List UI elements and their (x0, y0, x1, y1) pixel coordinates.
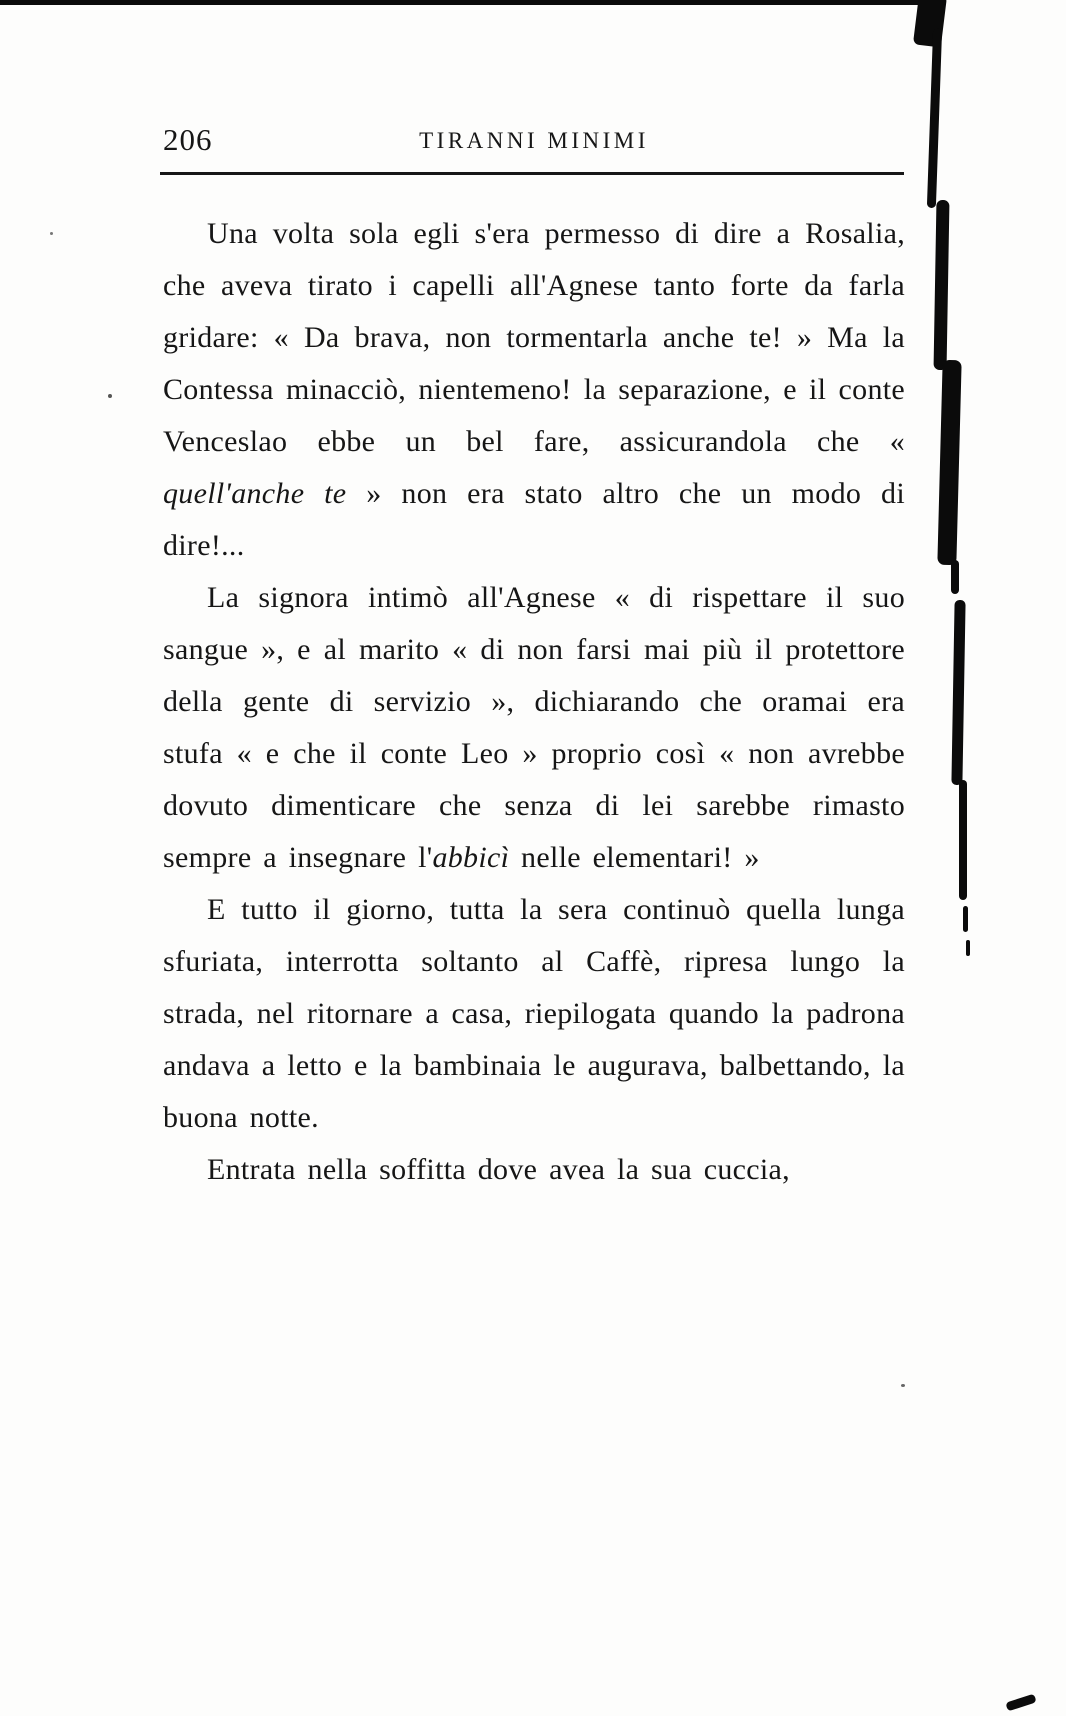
scan-artifact-speck (50, 232, 53, 235)
italic-run: quell'anche te (163, 477, 347, 510)
scan-artifact-streak (959, 780, 967, 900)
text-run: Una volta sola egli s'era permesso di dire a Rosalia, che aveva tirato i capelli all'Agnese tanto forte da farla gridare: « Da brava, non tormentarla anche te! » Ma la Contessa minacciò, nientemeno! la separazione, e il conte Venceslao ebbe un bel fare, assicurandola che « (163, 217, 905, 458)
scan-artifact-corner (913, 0, 947, 48)
scan-artifact-streak (951, 600, 965, 785)
paragraph (163, 572, 905, 884)
paragraph (163, 208, 905, 572)
italic-run: abbicì (432, 841, 510, 874)
scan-artifact-streak (951, 560, 959, 594)
scan-artifact-speck (901, 1384, 905, 1387)
text-run: nelle elementari! » (509, 841, 760, 874)
scan-artifact-dash (963, 906, 968, 932)
scan-artifact-streak (927, 28, 942, 208)
scan-artifact-speck (108, 394, 112, 398)
page-number: 206 (163, 122, 213, 157)
text-run: E tutto il giorno, tutta la sera continuò quella lunga sfuriata, interrotta soltanto al Caffè, ripresa lungo la strada, nel ritornare a casa, riepilogata quando la padrona andava a letto e la bambinaia le augurava, balbettando, la buona notte. (163, 893, 905, 1134)
scan-artifact-streak (934, 200, 950, 370)
scan-artifact-dash (966, 940, 970, 956)
text-run: Entrata nella soffitta dove avea la sua cuccia, (207, 1153, 790, 1186)
scan-artifact-streak (937, 360, 961, 565)
header-rule (160, 172, 904, 175)
paragraph (163, 884, 905, 1144)
body-text (163, 208, 905, 1196)
text-run: » non era stato altro che un modo di dire!... (163, 477, 905, 562)
paragraph (163, 1144, 905, 1196)
scan-artifact-top-line (0, 0, 940, 5)
running-title: TIRANNI MINIMI (419, 128, 649, 153)
scan-artifact-dash (1005, 1694, 1036, 1712)
text-run: La signora intimò all'Agnese « di rispettare il suo sangue », e al marito « di non farsi mai più il protettore della gente di servizio », dichiarando che oramai era stufa « e che il conte Leo » proprio così « non avrebbe dovuto dimenticare che senza di lei sarebbe rimasto sempre a insegnare l' (163, 581, 905, 874)
